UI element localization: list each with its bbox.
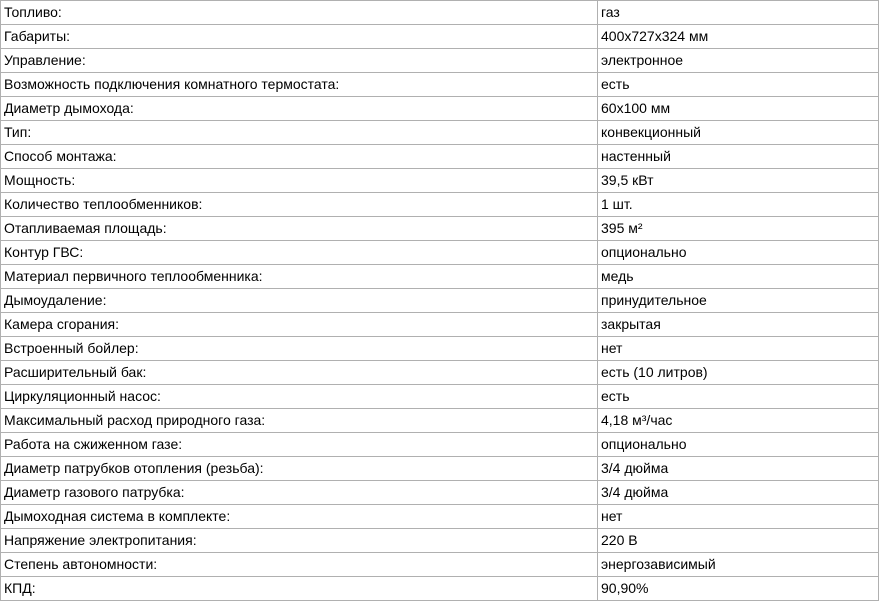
spec-value: 1 шт. xyxy=(598,193,879,217)
spec-row xyxy=(1,193,879,217)
spec-row xyxy=(1,121,879,145)
spec-row xyxy=(1,97,879,121)
spec-value: 60x100 мм xyxy=(598,97,879,121)
spec-value: опционально xyxy=(598,241,879,265)
spec-value: нет xyxy=(598,337,879,361)
spec-row xyxy=(1,337,879,361)
spec-label: Управление: xyxy=(1,49,598,73)
spec-row xyxy=(1,529,879,553)
spec-value: 395 м² xyxy=(598,217,879,241)
spec-row xyxy=(1,241,879,265)
spec-label: Расширительный бак: xyxy=(1,361,598,385)
spec-row xyxy=(1,49,879,73)
spec-label: Напряжение электропитания: xyxy=(1,529,598,553)
spec-value: закрытая xyxy=(598,313,879,337)
spec-label: КПД: xyxy=(1,577,598,601)
spec-label: Диаметр газового патрубка: xyxy=(1,481,598,505)
spec-label: Количество теплообменников: xyxy=(1,193,598,217)
spec-row xyxy=(1,361,879,385)
spec-label: Мощность: xyxy=(1,169,598,193)
spec-row xyxy=(1,25,879,49)
spec-value: есть (10 литров) xyxy=(598,361,879,385)
spec-value: есть xyxy=(598,73,879,97)
spec-value: 400x727x324 мм xyxy=(598,25,879,49)
spec-label: Диаметр патрубков отопления (резьба): xyxy=(1,457,598,481)
spec-value: нет xyxy=(598,505,879,529)
spec-row xyxy=(1,169,879,193)
spec-row xyxy=(1,217,879,241)
spec-label: Максимальный расход природного газа: xyxy=(1,409,598,433)
spec-row xyxy=(1,265,879,289)
spec-row xyxy=(1,433,879,457)
spec-label: Степень автономности: xyxy=(1,553,598,577)
spec-value: медь xyxy=(598,265,879,289)
spec-label: Диаметр дымохода: xyxy=(1,97,598,121)
spec-value: 90,90% xyxy=(598,577,879,601)
spec-row xyxy=(1,481,879,505)
spec-label: Камера сгорания: xyxy=(1,313,598,337)
spec-label: Возможность подключения комнатного термостата: xyxy=(1,73,598,97)
spec-row xyxy=(1,289,879,313)
spec-label: Работа на сжиженном газе: xyxy=(1,433,598,457)
spec-row xyxy=(1,145,879,169)
specifications-table-body xyxy=(1,1,879,601)
spec-label: Тип: xyxy=(1,121,598,145)
spec-value: 3/4 дюйма xyxy=(598,481,879,505)
spec-row xyxy=(1,385,879,409)
spec-label: Материал первичного теплообменника: xyxy=(1,265,598,289)
spec-value: опционально xyxy=(598,433,879,457)
spec-row xyxy=(1,409,879,433)
spec-value: газ xyxy=(598,1,879,25)
spec-label: Габариты: xyxy=(1,25,598,49)
spec-row xyxy=(1,577,879,601)
spec-row xyxy=(1,73,879,97)
spec-label: Контур ГВС: xyxy=(1,241,598,265)
spec-label: Топливо: xyxy=(1,1,598,25)
spec-row xyxy=(1,457,879,481)
spec-value: энергозависимый xyxy=(598,553,879,577)
spec-value: 220 В xyxy=(598,529,879,553)
spec-label: Циркуляционный насос: xyxy=(1,385,598,409)
spec-value: конвекционный xyxy=(598,121,879,145)
spec-row xyxy=(1,505,879,529)
spec-value: электронное xyxy=(598,49,879,73)
spec-value: 4,18 м³/час xyxy=(598,409,879,433)
spec-value: принудительное xyxy=(598,289,879,313)
spec-label: Встроенный бойлер: xyxy=(1,337,598,361)
spec-label: Дымоходная система в комплекте: xyxy=(1,505,598,529)
spec-value: 39,5 кВт xyxy=(598,169,879,193)
spec-label: Дымоудаление: xyxy=(1,289,598,313)
spec-row xyxy=(1,553,879,577)
spec-value: есть xyxy=(598,385,879,409)
spec-row xyxy=(1,313,879,337)
spec-value: 3/4 дюйма xyxy=(598,457,879,481)
spec-label: Способ монтажа: xyxy=(1,145,598,169)
spec-value: настенный xyxy=(598,145,879,169)
spec-label: Отапливаемая площадь: xyxy=(1,217,598,241)
spec-row xyxy=(1,1,879,25)
